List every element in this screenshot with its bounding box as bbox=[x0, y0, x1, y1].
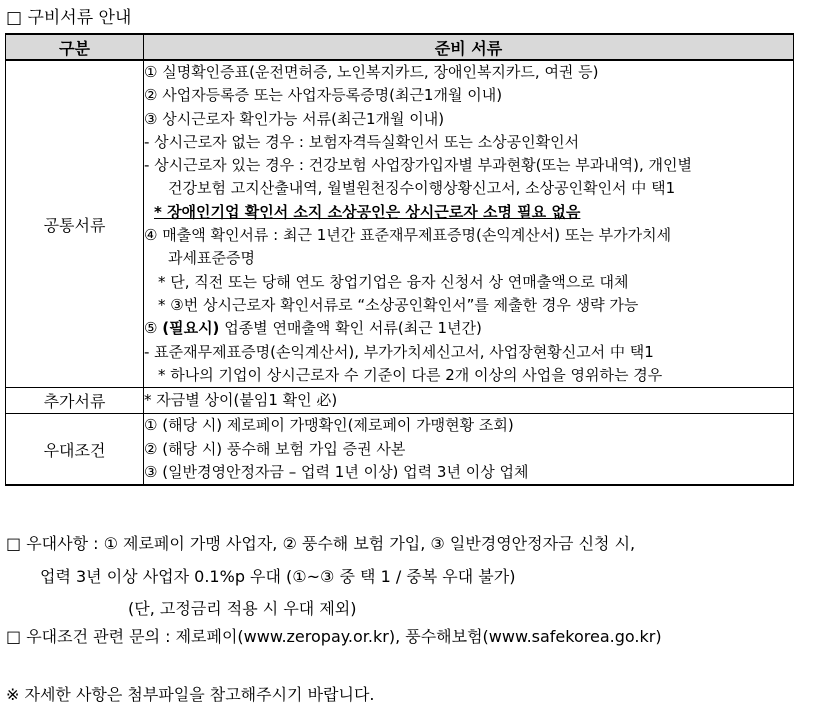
list-item: - 상시근로자 있는 경우 : 건강보험 사업장가입자별 부과현황(또는 부과내역), 개인별 bbox=[144, 156, 693, 175]
item-number: ⑤ bbox=[144, 319, 158, 338]
list-item: * ③번 상시근로자 확인서류로 “소상공인확인서”를 제출한 경우 생략 가능 bbox=[158, 295, 639, 314]
list-item: * 하나의 기업이 상시근로자 수 기준이 다른 2개 이상의 사업을 영위하는 경우 bbox=[158, 365, 663, 384]
item-text: 업종별 연매출액 확인 서류(최근 1년간) bbox=[224, 319, 482, 338]
list-item: * 장애인기업 확인서 소지 소상공인은 상시근로자 소명 필요 없음 bbox=[154, 202, 581, 221]
list-item: 과세표준증명 bbox=[168, 249, 255, 268]
list-item bbox=[144, 317, 793, 340]
header-category: 구분 bbox=[6, 34, 144, 60]
category-additional: 추가서류 bbox=[6, 388, 144, 414]
list-item: ① (해당 시) 제로페이 가맹확인(제로페이 가맹현황 조회) bbox=[144, 416, 514, 435]
preferential-note-continued: 업력 3년 이상 사업자 0.1%p 우대 (①~③ 중 택 1 / 중복 우대 불가) bbox=[40, 567, 516, 586]
common-documents bbox=[144, 60, 794, 388]
list-item: ① 실명확인증표(운전면허증, 노인복지카드, 장애인복지카드, 여권 등) bbox=[144, 63, 599, 81]
list-item: ② (해당 시) 풍수해 보험 가입 증권 사본 bbox=[144, 439, 406, 458]
list-item: * 자금별 상이(붙임1 확인 必) bbox=[144, 391, 338, 410]
preferential-conditions bbox=[144, 414, 794, 485]
section-heading: □ 구비서류 안내 bbox=[6, 8, 132, 28]
list-item: ② 사업자등록증 또는 사업자등록증명(최근1개월 이내) bbox=[144, 86, 503, 105]
category-preferential: 우대조건 bbox=[6, 414, 144, 485]
inquiry-note: □ 우대조건 관련 문의 : 제로페이(www.zeropay.or.kr), 풍수해보험(www.safekorea.go.kr) bbox=[6, 627, 662, 646]
category-common: 공통서류 bbox=[6, 60, 144, 388]
additional-documents bbox=[144, 388, 794, 414]
preferential-note: □ 우대사항 : ① 제로페이 가맹 사업자, ② 풍수해 보험 가입, ③ 일반경영안정자금 신청 시, bbox=[6, 534, 636, 553]
table-row bbox=[6, 414, 794, 485]
header-documents: 준비 서류 bbox=[144, 34, 794, 60]
attachment-note: ※ 자세한 사항은 첨부파일을 참고해주시기 바랍니다. bbox=[6, 685, 375, 704]
preferential-note-exception: (단, 고정금리 적용 시 우대 제외) bbox=[128, 599, 357, 618]
list-item: ④ 매출액 확인서류 : 최근 1년간 표준재무제표증명(손익계산서) 또는 부가가치세 bbox=[144, 226, 672, 245]
if-needed-label: (필요시) bbox=[162, 319, 220, 338]
list-item: ③ (일반경영안정자금 – 업력 1년 이상) 업력 3년 이상 업체 bbox=[144, 463, 529, 482]
required-documents-table bbox=[5, 33, 794, 486]
list-item: * 단, 직전 또는 당해 연도 창업기업은 융자 신청서 상 연매출액으로 대체 bbox=[158, 272, 629, 291]
table-row bbox=[6, 388, 794, 414]
list-item: - 표준재무제표증명(손익계산서), 부가가치세신고서, 사업장현황신고서 中 택1 bbox=[144, 342, 654, 361]
list-item: - 상시근로자 없는 경우 : 보험자격득실확인서 또는 소상공인확인서 bbox=[144, 132, 580, 151]
list-item: 건강보험 고지산출내역, 월별원천징수이행상황신고서, 소상공인확인서 中 택1 bbox=[168, 179, 676, 198]
list-item: ③ 상시근로자 확인가능 서류(최근1개월 이내) bbox=[144, 109, 445, 128]
table-row bbox=[6, 60, 794, 388]
table-header-row bbox=[6, 34, 794, 60]
